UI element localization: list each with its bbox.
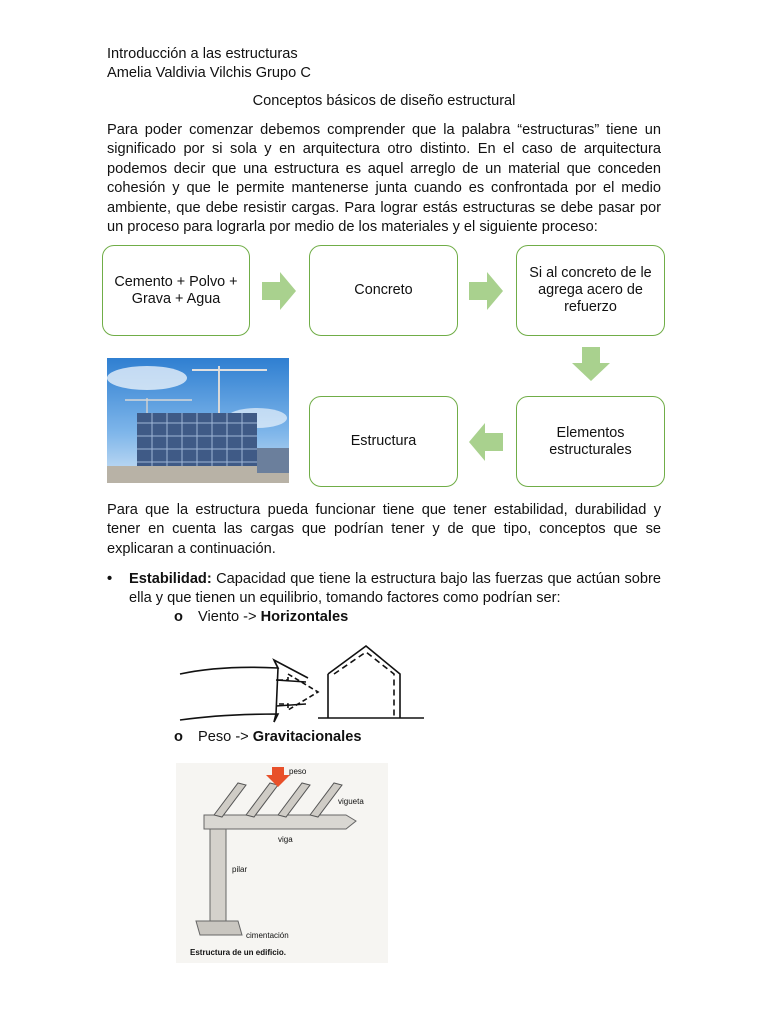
flow-box-elements-label: Elementos estructurales — [549, 424, 632, 458]
label-pilar: pilar — [232, 865, 248, 874]
bullet-marker: • — [107, 571, 113, 587]
flow-box-structure — [309, 396, 458, 487]
flow-box-concrete-label: Concreto — [354, 282, 413, 298]
label-vigueta: vigueta — [338, 797, 364, 806]
arrow-right-icon — [469, 272, 503, 310]
gravity-load-figure — [176, 763, 388, 963]
arrow-left-icon — [469, 423, 503, 461]
sub-item-weight — [174, 728, 361, 747]
author-line: Amelia Valdivia Vilchis Grupo C — [107, 65, 311, 81]
flow-box-materials — [102, 245, 250, 336]
bullet-description: Capacidad que tiene la estructura bajo las fuerzas que actúan sobre ella y que tienen un equilibrio, tomando factores como podrían ser: — [129, 571, 661, 607]
sub-item-wind-type: Horizontales — [260, 609, 349, 625]
label-cimentacion: cimentación — [246, 931, 289, 940]
flow-box-concrete — [309, 245, 458, 336]
bullet-term: Estabilidad: — [129, 571, 212, 587]
arrow-right-icon — [262, 272, 296, 310]
sub-marker: o — [174, 729, 183, 745]
sub-item-wind — [174, 608, 348, 627]
stability-intro-paragraph: Para que la estructura pueda funcionar tiene que tener estabilidad, durabilidad y tener en cuenta las cargas que podrían tener y de que tipo, conceptos que se explicaran a continuación. — [107, 502, 661, 557]
sub-item-weight-prefix: Peso -> — [198, 729, 253, 745]
label-viga: viga — [278, 835, 293, 844]
label-peso: peso — [289, 767, 307, 776]
flow-box-materials-label: Cemento + Polvo + Grava + Agua — [114, 273, 238, 307]
flow-box-reinforcement — [516, 245, 665, 336]
intro-paragraph: Para poder comenzar debemos comprender que la palabra “estructuras” tiene un significado por si sola y en arquitectura otro distinto. En el caso de arquitectura podemos decir que una estructura es aquel arreglo de un material que conceden cohesión y que le permite mantenerse junta cuando es confrontada por el medio ambiente, que debe resistir cargas. Para lograr estás estructuras se debe pasar por un proceso para lograrla por medio de los materiales y el siguiente proceso: — [107, 122, 661, 236]
figure-caption: Estructura de un edificio. — [190, 948, 287, 957]
flow-box-structure-label: Estructura — [350, 433, 417, 449]
wind-load-diagram — [178, 640, 426, 724]
flow-box-reinforcement-label: Si al concreto de le agrega acero de refuerzo — [529, 265, 652, 315]
flow-box-elements — [516, 396, 665, 487]
construction-photo — [107, 358, 289, 483]
course-title: Introducción a las estructuras — [107, 46, 298, 62]
document-title: Conceptos básicos de diseño estructural — [252, 93, 516, 109]
sub-item-weight-type: Gravitacionales — [252, 729, 362, 745]
sub-item-wind-prefix: Viento -> — [198, 609, 261, 625]
arrow-down-icon — [572, 347, 610, 381]
bullet-stability — [107, 570, 661, 609]
sub-marker: o — [174, 609, 183, 625]
